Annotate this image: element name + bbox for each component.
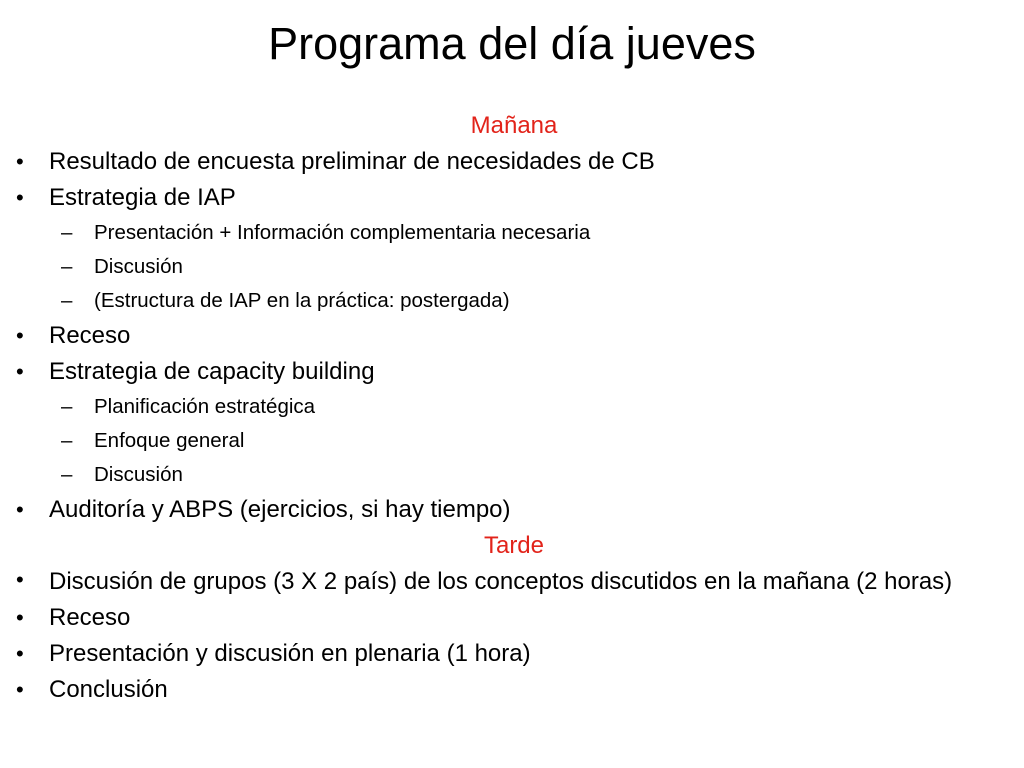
list-item	[14, 180, 1014, 216]
section-heading-morning: Mañana	[470, 112, 558, 139]
list-item	[14, 144, 1014, 180]
list-item-text: Auditoría y ABPS (ejercicios, si hay tiempo)	[49, 496, 511, 523]
sub-list-item-text: Discusión	[94, 255, 183, 278]
sub-list-item-text: (Estructura de IAP en la práctica: postergada)	[94, 289, 510, 312]
list-item-text: Conclusión	[49, 676, 168, 703]
list-item	[14, 672, 1014, 708]
list-item-text: Receso	[49, 322, 131, 349]
bullet-icon: •	[16, 641, 24, 666]
bullet-icon: •	[16, 497, 24, 522]
dash-icon: –	[61, 395, 73, 418]
list-item	[14, 492, 1014, 528]
bullet-icon: •	[16, 149, 24, 174]
list-item-text: Receso	[49, 604, 131, 631]
bullet-icon: •	[16, 567, 24, 592]
sub-list-item	[14, 216, 1014, 250]
dash-icon: –	[61, 289, 73, 312]
list-item	[14, 600, 1014, 636]
list-item	[14, 318, 1014, 354]
sub-list-item	[14, 284, 1014, 318]
sub-list-item	[14, 390, 1014, 424]
bullet-icon: •	[16, 677, 24, 702]
list-item-text: Estrategia de capacity building	[49, 358, 375, 385]
list-item-text: Estrategia de IAP	[49, 184, 236, 211]
list-item	[14, 354, 1014, 390]
list-item-text: Discusión de grupos (3 X 2 país) de los conceptos discutidos en la mañana (2 horas)	[49, 568, 953, 595]
dash-icon: –	[61, 255, 73, 278]
dash-icon: –	[61, 221, 73, 244]
sub-list-item-text: Planificación estratégica	[94, 395, 316, 418]
list-item-text: Resultado de encuesta preliminar de necesidades de CB	[49, 148, 655, 175]
sub-list-item	[14, 458, 1014, 492]
dash-icon: –	[61, 429, 73, 452]
list-item	[14, 564, 1014, 600]
bullet-icon: •	[16, 605, 24, 630]
dash-icon: –	[61, 463, 73, 486]
bullet-icon: •	[16, 185, 24, 210]
section-heading-afternoon: Tarde	[483, 532, 545, 559]
sub-list-item-text: Discusión	[94, 463, 183, 486]
slide-content	[14, 108, 1014, 708]
sub-list-item	[14, 250, 1014, 284]
bullet-icon: •	[16, 359, 24, 384]
list-item	[14, 636, 1014, 672]
bullet-icon: •	[16, 323, 24, 348]
slide-title: Programa del día jueves	[268, 18, 756, 69]
list-item-text: Presentación y discusión en plenaria (1 hora)	[49, 640, 531, 667]
sub-list-item-text: Enfoque general	[94, 429, 245, 452]
sub-list-item-text: Presentación + Información complementaria necesaria	[94, 221, 591, 244]
sub-list-item	[14, 424, 1014, 458]
